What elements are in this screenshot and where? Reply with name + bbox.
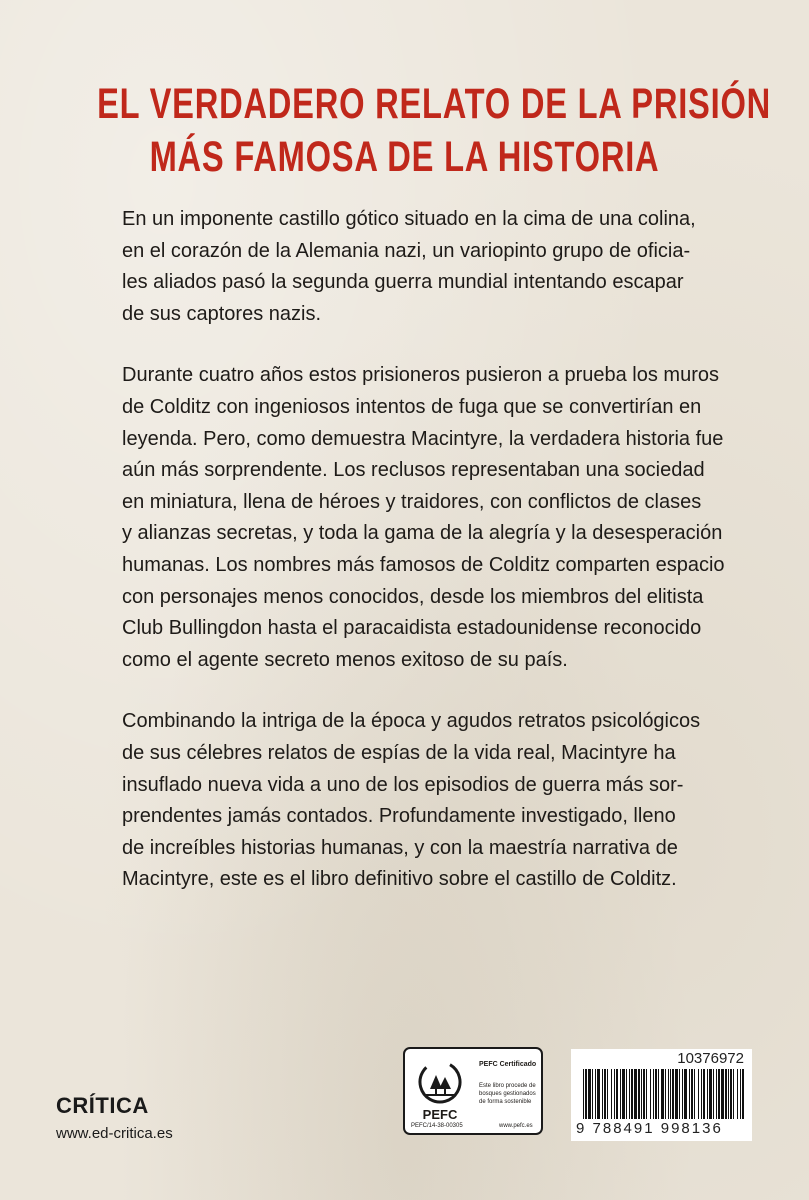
- text-line: humanas. Los nombres más famosos de Colditz comparten espacio: [122, 553, 725, 576]
- pefc-tree-icon: [417, 1059, 463, 1105]
- barcode-bar: [689, 1069, 690, 1119]
- barcode-bar: [730, 1069, 732, 1119]
- barcode-bar: [653, 1069, 654, 1119]
- barcode-top-code: 10376972: [677, 1050, 744, 1067]
- barcode-bar: [604, 1069, 606, 1119]
- text-line: y alianzas secretas, y toda la gama de la alegría y la desesperación: [122, 522, 723, 545]
- barcode-bar: [668, 1069, 669, 1119]
- barcode-bar: [718, 1069, 720, 1119]
- barcode-bar: [616, 1069, 618, 1119]
- text-line: En un imponente castillo gótico situado en la cima de una colina,: [122, 208, 696, 230]
- text-line: en miniatura, llena de héroes y traidores, con conflictos de clases: [122, 490, 702, 513]
- barcode-bar: [622, 1069, 625, 1119]
- text-line: de sus captores nazis.: [122, 302, 321, 325]
- barcode-bar: [626, 1069, 627, 1119]
- barcode-bar: [737, 1069, 738, 1119]
- headline-line-1: EL VERDADERO RELATO DE LA PRISIÓN: [97, 80, 771, 128]
- barcode-bar: [721, 1069, 724, 1119]
- barcode-bar: [646, 1069, 647, 1119]
- text-line: prendentes jamás contados. Profundamente investigado, lleno: [122, 805, 676, 828]
- barcode-bar: [733, 1069, 734, 1119]
- barcode-bar: [655, 1069, 657, 1119]
- barcode-bar: [709, 1069, 712, 1119]
- barcode-bar: [595, 1069, 596, 1119]
- text-line: en el corazón de la Alemania nazi, un variopinto grupo de oficia-: [122, 239, 691, 262]
- barcode-digits: 9 788491 998136: [576, 1120, 723, 1137]
- barcode-bar: [684, 1069, 687, 1119]
- synopsis: [122, 204, 725, 926]
- text-line: aún más sorprendente. Los reclusos representaban una sociedad: [122, 459, 705, 482]
- barcode-bar: [650, 1069, 651, 1119]
- text-line: como el agente secreto menos exitoso de su país.: [122, 648, 568, 671]
- headline-line-2: MÁS FAMOSA DE LA HISTORIA: [149, 133, 660, 181]
- barcode-bar: [672, 1069, 674, 1119]
- barcode-bar: [607, 1069, 608, 1119]
- barcode-bar: [592, 1069, 593, 1119]
- barcode-bar: [716, 1069, 717, 1119]
- barcode-bar: [641, 1069, 642, 1119]
- text-line: de sus célebres relatos de espías de la vida real, Macintyre ha: [122, 741, 676, 764]
- barcode-bar: [597, 1069, 600, 1119]
- barcode-bar: [694, 1069, 695, 1119]
- barcode-bar: [643, 1069, 645, 1119]
- barcode-bar: [611, 1069, 612, 1119]
- barcode-bar: [658, 1069, 659, 1119]
- paragraph-1: [122, 204, 696, 330]
- barcode-bar: [629, 1069, 630, 1119]
- barcode-bar: [679, 1069, 680, 1119]
- barcode-bar: [713, 1069, 714, 1119]
- barcode-bar: [725, 1069, 727, 1119]
- text-line: insuflado nueva vida a uno de los episodios de guerra más sor-: [122, 773, 684, 796]
- barcode-bar: [602, 1069, 603, 1119]
- barcode-bar: [661, 1069, 664, 1119]
- barcode-bar: [682, 1069, 683, 1119]
- publisher-logo: CRÍTICA: [56, 1093, 149, 1118]
- text-line: Durante cuatro años estos prisioneros pusieron a prueba los muros: [122, 364, 719, 387]
- pefc-code: PEFC/14-38-00305: [411, 1123, 463, 1129]
- paragraph-3: [122, 706, 701, 896]
- text-line: de Colditz con ingeniosos intentos de fuga que se convertirían en: [122, 395, 702, 418]
- pefc-description: Este libro procede de bosques gestionados de forma sostenible: [479, 1083, 536, 1105]
- barcode-bar: [740, 1069, 741, 1119]
- text-line: con personajes menos conocidos, desde los miembros del elitista: [122, 585, 704, 608]
- text-line: de increíbles historias humanas, y con la maestría narrativa de: [122, 836, 678, 859]
- barcode-bar: [675, 1069, 678, 1119]
- text-line: Macintyre, este es el libro definitivo sobre el castillo de Colditz.: [122, 868, 677, 891]
- barcode-bar: [583, 1069, 584, 1119]
- barcode-bar: [701, 1069, 702, 1119]
- barcode-bar: [638, 1069, 640, 1119]
- barcode-bar: [588, 1069, 591, 1119]
- barcode-bar: [614, 1069, 615, 1119]
- text-line: leyenda. Pero, como demuestra Macintyre, la verdadera historia fue: [122, 427, 724, 450]
- pefc-name: PEFC: [422, 1107, 458, 1122]
- barcode-bar: [585, 1069, 587, 1119]
- barcode-bar: [631, 1069, 633, 1119]
- barcode-bar: [670, 1069, 671, 1119]
- pefc-web: www.pefc.es: [499, 1123, 533, 1129]
- text-line: Combinando la intriga de la época y agudos retratos psicológicos: [122, 710, 701, 733]
- barcode-bar: [728, 1069, 729, 1119]
- pefc-label: [403, 1047, 543, 1135]
- paragraph-2: [122, 360, 725, 676]
- publisher-website: www.ed-critica.es: [56, 1125, 173, 1142]
- text-line: les aliados pasó la segunda guerra mundial intentando escapar: [122, 271, 684, 294]
- pefc-certified: PEFC Certificado: [479, 1061, 537, 1068]
- text-line: Club Bullingdon hasta el paracaidista estadounidense reconocido: [122, 617, 702, 640]
- publisher-block: [56, 1093, 173, 1142]
- barcode-bar: [620, 1069, 621, 1119]
- barcode-bar: [698, 1069, 699, 1119]
- barcode-bar: [703, 1069, 705, 1119]
- headline: [97, 78, 771, 184]
- isbn-barcode: [571, 1049, 752, 1141]
- barcode-bar: [665, 1069, 666, 1119]
- barcode-bar: [634, 1069, 637, 1119]
- barcode-bar: [707, 1069, 708, 1119]
- barcode-bar: [742, 1069, 744, 1119]
- barcode-bar: [691, 1069, 693, 1119]
